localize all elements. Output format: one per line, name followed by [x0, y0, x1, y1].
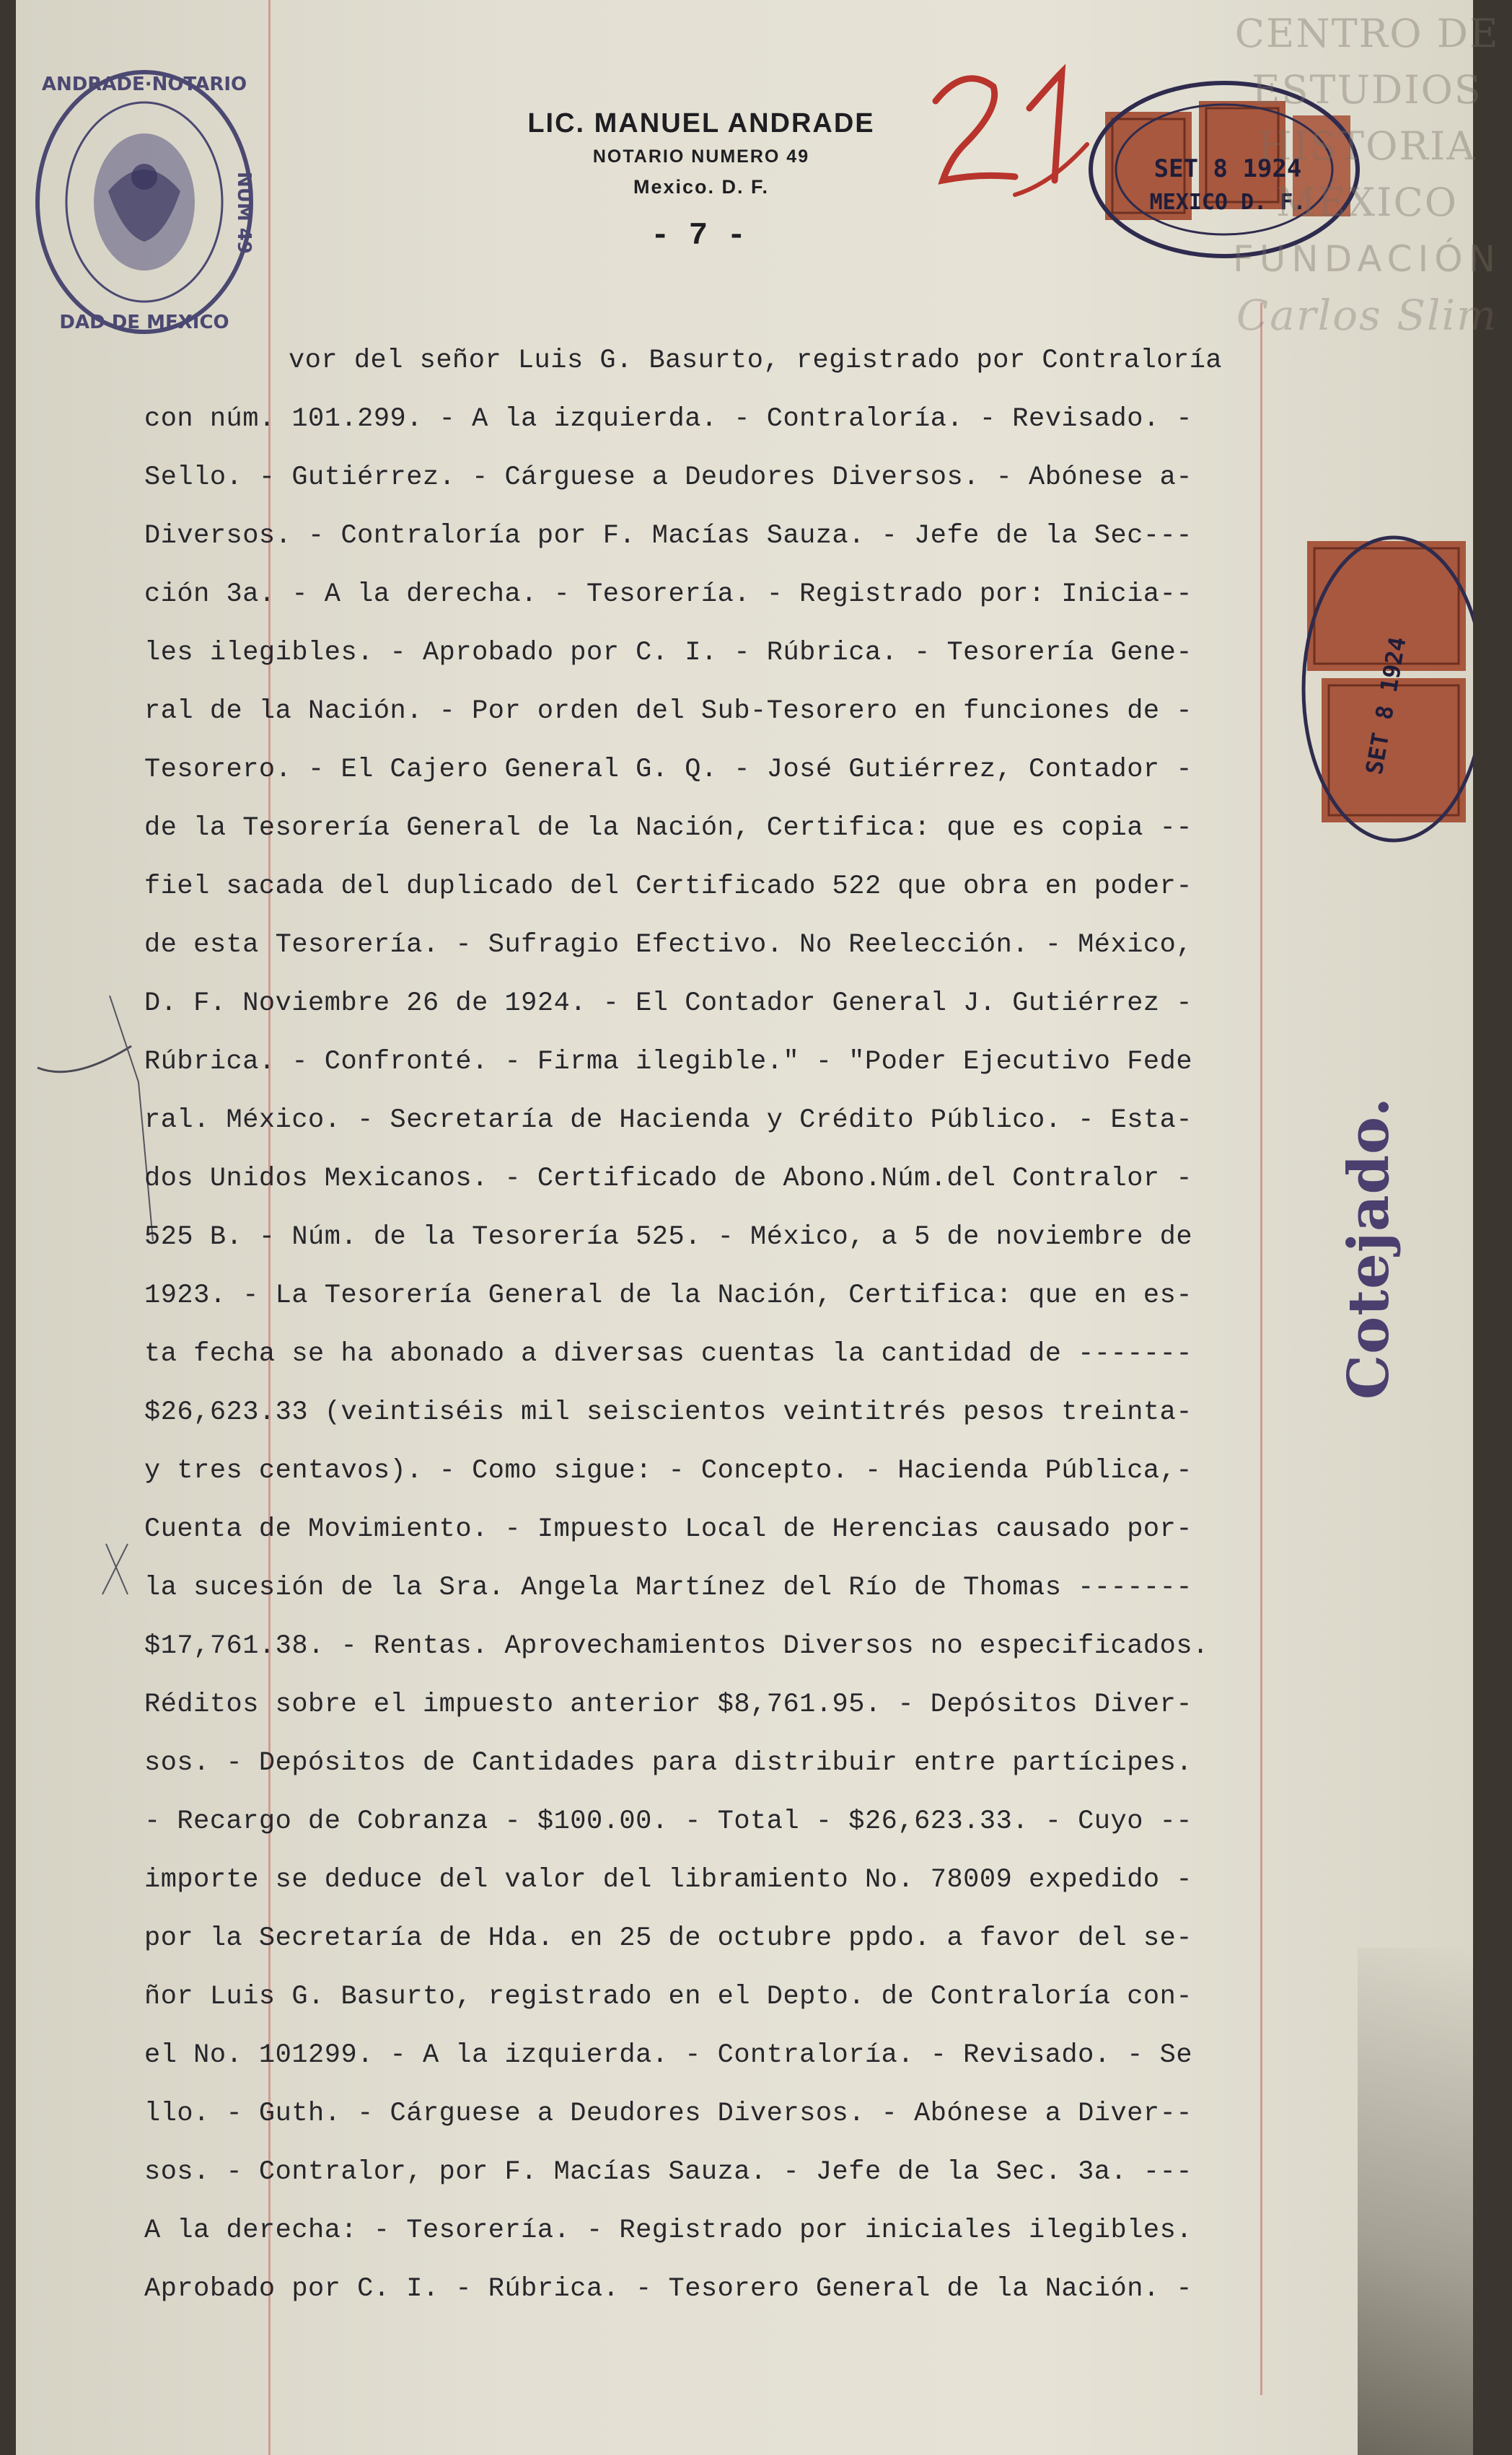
- text-line: Sello. - Gutiérrez. - Cárguese a Deudores Diversos. - Abónese a-: [144, 462, 1193, 493]
- revenue-stamp-right-icon: [1285, 534, 1473, 851]
- text-line: Cuenta de Movimiento. - Impuesto Local de Herencias causado por-: [144, 1514, 1193, 1545]
- text-line: $17,761.38. - Rentas. Aprovechamientos Diversos no especificados.: [144, 1631, 1209, 1661]
- text-line: Diversos. - Contraloría por F. Macías Sauza. - Jefe de la Sec---: [144, 521, 1193, 551]
- text-line: fiel sacada del duplicado del Certificado 522 que obra en poder-: [144, 871, 1193, 902]
- text-line: importe se deduce del valor del libramiento No. 78009 expedido -: [144, 1865, 1193, 1895]
- notary-title: NOTARIO NUMERO 49: [592, 146, 810, 167]
- notary-name: LIC. MANUEL ANDRADE: [527, 108, 875, 139]
- watermark-line-4: MÉXICO: [1275, 180, 1459, 225]
- svg-text:SET 8 1924: SET 8 1924: [1153, 154, 1302, 183]
- text-line: Tesorero. - El Cajero General G. Q. - José Gutiérrez, Contador -: [144, 755, 1193, 785]
- text-line: D. F. Noviembre 26 de 1924. - El Contador General J. Gutiérrez -: [144, 988, 1193, 1019]
- text-line: de la Tesorería General de la Nación, Certifica: que es copia --: [144, 813, 1193, 843]
- text-line: Aprobado por C. I. - Rúbrica. - Tesorero General de la Nación. -: [144, 2274, 1193, 2304]
- watermark-line-1: CENTRO DE: [1234, 11, 1500, 56]
- watermark: [1226, 6, 1508, 343]
- text-line: $26,623.33 (veintiséis mil seiscientos veintitrés pesos treinta-: [144, 1397, 1193, 1428]
- watermark-signature: Carlos Slim: [1236, 291, 1498, 340]
- notarial-text: [144, 332, 1277, 2319]
- text-line: y tres centavos). - Como sigue: - Concepto. - Hacienda Pública,-: [144, 1456, 1193, 1486]
- text-line: dos Unidos Mexicanos. - Certificado de Abono.Núm.del Contralor -: [144, 1164, 1193, 1194]
- text-line: ral de la Nación. - Por orden del Sub-Tesorero en funciones de -: [144, 696, 1193, 726]
- text-line: 525 B. - Núm. de la Tesorería 525. - México, a 5 de noviembre de: [144, 1222, 1193, 1252]
- letterhead: [463, 108, 939, 198]
- text-line: 1923. - La Tesorería General de la Nación, Certifica: que en es-: [144, 1281, 1193, 1311]
- svg-text:ANDRADE·NOTARIO: ANDRADE·NOTARIO: [41, 74, 247, 95]
- handwritten-folio-number: [921, 58, 1109, 202]
- text-line: vor del señor Luis G. Basurto, registrado por Contraloría: [289, 346, 1223, 376]
- text-line: ta fecha se ha abonado a diversas cuentas la cantidad de -------: [144, 1339, 1193, 1369]
- notary-city: Mexico. D. F.: [633, 176, 770, 198]
- text-line: - Recargo de Cobranza - $100.00. - Total - $26,623.33. - Cuyo --: [144, 1806, 1193, 1837]
- text-line: les ilegibles. - Aprobado por C. I. - Rúbrica. - Tesorería Gene-: [144, 638, 1193, 668]
- page-number: - 7 -: [651, 218, 747, 254]
- text-line: A la derecha: - Tesorería. - Registrado por iniciales ilegibles.: [144, 2215, 1193, 2246]
- svg-text:MEXICO D. F.: MEXICO D. F.: [1149, 190, 1306, 215]
- document-page: [16, 0, 1473, 2455]
- watermark-foundation: FUNDACIÓN: [1232, 238, 1502, 280]
- text-line: ñor Luis G. Basurto, registrado en el Depto. de Contraloría con-: [144, 1982, 1193, 2012]
- watermark-line-2: ESTUDIOS: [1252, 67, 1482, 113]
- text-line: por la Secretaría de Hda. en 25 de octubre ppdo. a favor del se-: [144, 1923, 1193, 1954]
- text-line: el No. 101299. - A la izquierda. - Contraloría. - Revisado. - Se: [144, 2040, 1193, 2070]
- text-line: Réditos sobre el impuesto anterior $8,761.95. - Depósitos Diver-: [144, 1690, 1193, 1720]
- svg-text:DAD DE MEXICO: DAD DE MEXICO: [59, 312, 229, 333]
- watermark-line-3: HISTORIA: [1257, 123, 1477, 169]
- notary-seal-icon: [29, 61, 260, 343]
- text-line: llo. - Guth. - Cárguese a Deudores Diversos. - Abónese a Diver--: [144, 2099, 1193, 2129]
- text-line: con núm. 101.299. - A la izquierda. - Contraloría. - Revisado. -: [144, 404, 1193, 434]
- cotejado-stamp: Cotejado.: [1336, 1097, 1402, 1400]
- text-line: de esta Tesorería. - Sufragio Efectivo. No Reelección. - México,: [144, 930, 1193, 960]
- text-line: la sucesión de la Sra. Angela Martínez del Río de Thomas -------: [144, 1573, 1193, 1603]
- svg-text:NUM 49: NUM 49: [233, 172, 255, 254]
- text-line: sos. - Contralor, por F. Macías Sauza. - Jefe de la Sec. 3a. ---: [144, 2157, 1193, 2187]
- text-line: Rúbrica. - Confronté. - Firma ilegible." - "Poder Ejecutivo Fede: [144, 1047, 1193, 1077]
- text-line: ral. México. - Secretaría de Hacienda y Crédito Público. - Esta-: [144, 1105, 1193, 1136]
- text-line: sos. - Depósitos de Cantidades para distribuir entre partícipes.: [144, 1748, 1193, 1778]
- text-line: ción 3a. - A la derecha. - Tesorería. - Registrado por: Inicia--: [144, 579, 1193, 610]
- svg-text:SET 8 1924: SET 8 1924: [1360, 634, 1412, 777]
